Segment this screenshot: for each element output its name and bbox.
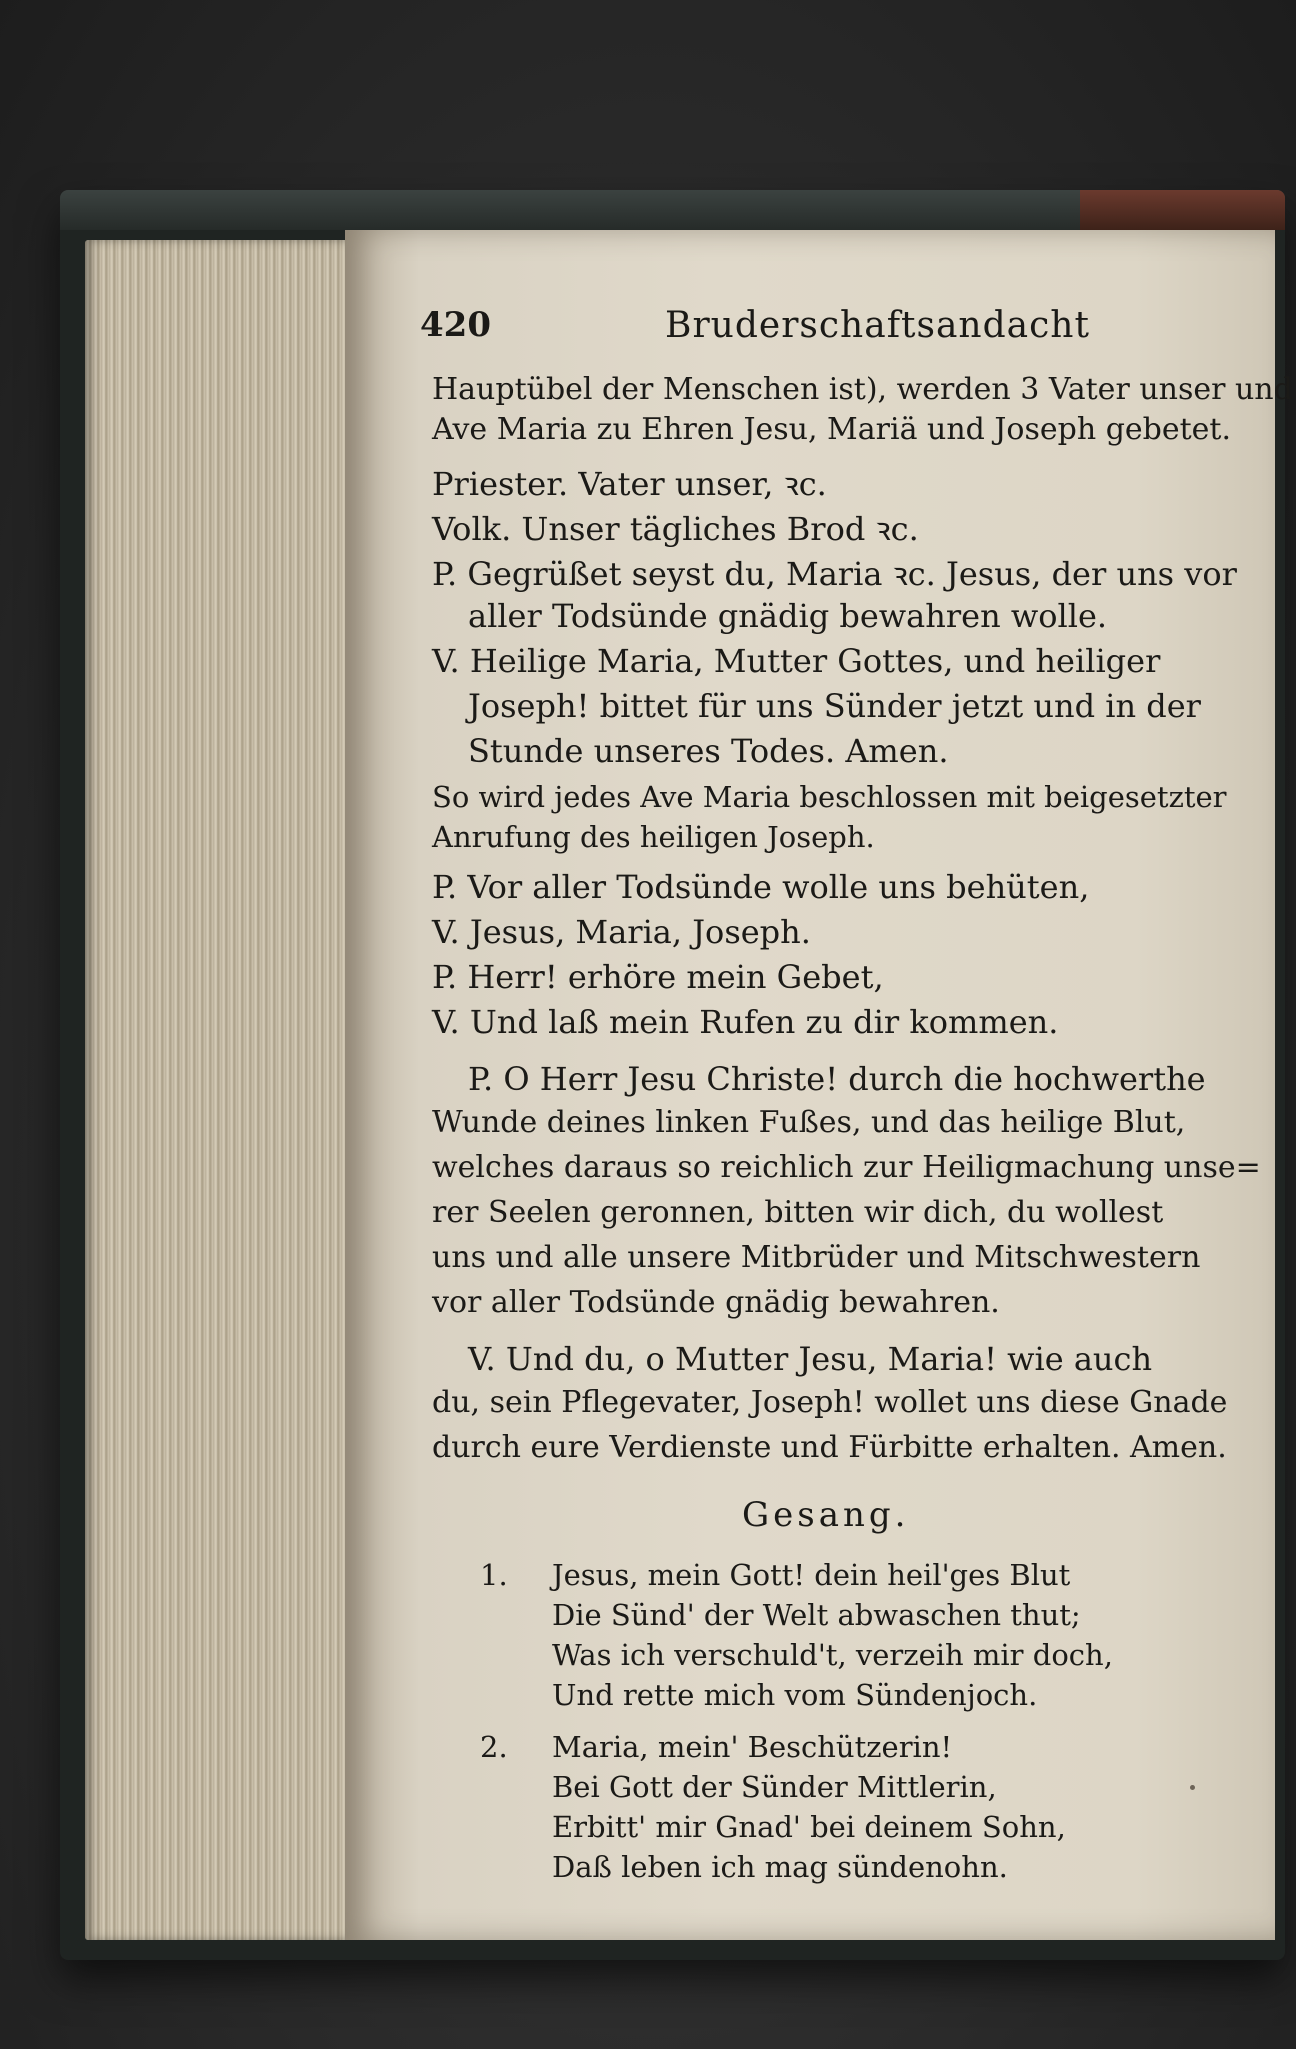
dialog-p-hail-mary: P. Gegrüßet seyst du, Maria ꝛc. Jesus, der uns vor	[432, 555, 1237, 593]
verse-2-line-3: Erbitt' mir Gnad' bei deinem Sohn,	[552, 1810, 1066, 1844]
response-line-3: durch eure Verdienste und Fürbitte erhalten. Amen.	[432, 1430, 1227, 1465]
verse-1-line-2: Die Sünd' der Welt abwaschen thut;	[552, 1598, 1081, 1632]
versicle-2: V. Jesus, Maria, Joseph.	[432, 913, 811, 951]
book-cover-red-edge	[1080, 190, 1285, 230]
note-line-1: So wird jedes Ave Maria beschlossen mit beigesetzter	[432, 780, 1227, 814]
song-title: Gesang.	[742, 1495, 910, 1535]
intro-line-2: Ave Maria zu Ehren Jesu, Mariä und Joseph gebetet.	[432, 412, 1232, 447]
dialog-priest: Priester. Vater unser, ꝛc.	[432, 465, 827, 503]
verse-1-number: 1.	[480, 1558, 508, 1592]
prayer-line-4: rer Seelen geronnen, bitten wir dich, du wollest	[432, 1195, 1164, 1230]
running-head: Bruderschaftsandacht	[665, 305, 1090, 346]
verse-1-line-1: Jesus, mein Gott! dein heil'ges Blut	[552, 1558, 1071, 1592]
versicle-1: P. Vor aller Todsünde wolle uns behüten,	[432, 868, 1090, 906]
versicle-3: P. Herr! erhöre mein Gebet,	[432, 958, 884, 996]
dialog-v-holy-mary-cont: Joseph! bittet für uns Sünder jetzt und in der	[468, 687, 1201, 725]
prayer-line-5: uns und alle unsere Mitbrüder und Mitschwestern	[432, 1240, 1201, 1275]
response-line-2: du, sein Pflegevater, Joseph! wollet uns diese Gnade	[432, 1385, 1228, 1420]
prayer-line-1: P. O Herr Jesu Christe! durch die hochwerthe	[468, 1060, 1206, 1098]
dialog-people: Volk. Unser tägliches Brod ꝛc.	[432, 510, 919, 548]
prayer-line-2: Wunde deines linken Fußes, und das heilige Blut,	[432, 1105, 1186, 1140]
note-line-2: Anrufung des heiligen Joseph.	[432, 820, 875, 854]
versicle-4: V. Und laß mein Rufen zu dir kommen.	[432, 1003, 1059, 1041]
page-number: 420	[420, 305, 491, 345]
response-line-1: V. Und du, o Mutter Jesu, Maria! wie auch	[468, 1340, 1153, 1378]
verse-2-line-1: Maria, mein' Beschützerin!	[552, 1730, 953, 1764]
prayer-line-3: welches daraus so reichlich zur Heiligmachung unse=	[432, 1150, 1261, 1185]
ink-speck	[1190, 1785, 1195, 1790]
verse-2-line-4: Daß leben ich mag sündenohn.	[552, 1850, 1008, 1884]
dialog-p-hail-mary-cont: aller Todsünde gnädig bewahren wolle.	[468, 597, 1108, 635]
prayer-line-6: vor aller Todsünde gnädig bewahren.	[432, 1285, 1000, 1320]
verse-2-number: 2.	[480, 1730, 508, 1764]
dialog-v-holy-mary: V. Heilige Maria, Mutter Gottes, und heiliger	[432, 642, 1161, 680]
dialog-v-holy-mary-end: Stunde unseres Todes. Amen.	[468, 732, 949, 770]
intro-line-1: Hauptübel der Menschen ist), werden 3 Vater unser und	[432, 372, 1293, 407]
verse-2-line-2: Bei Gott der Sünder Mittlerin,	[552, 1770, 997, 1804]
verse-1-line-4: Und rette mich vom Sündenjoch.	[552, 1678, 1038, 1712]
verse-1-line-3: Was ich verschuld't, verzeih mir doch,	[552, 1638, 1113, 1672]
page-edges	[85, 240, 350, 1940]
